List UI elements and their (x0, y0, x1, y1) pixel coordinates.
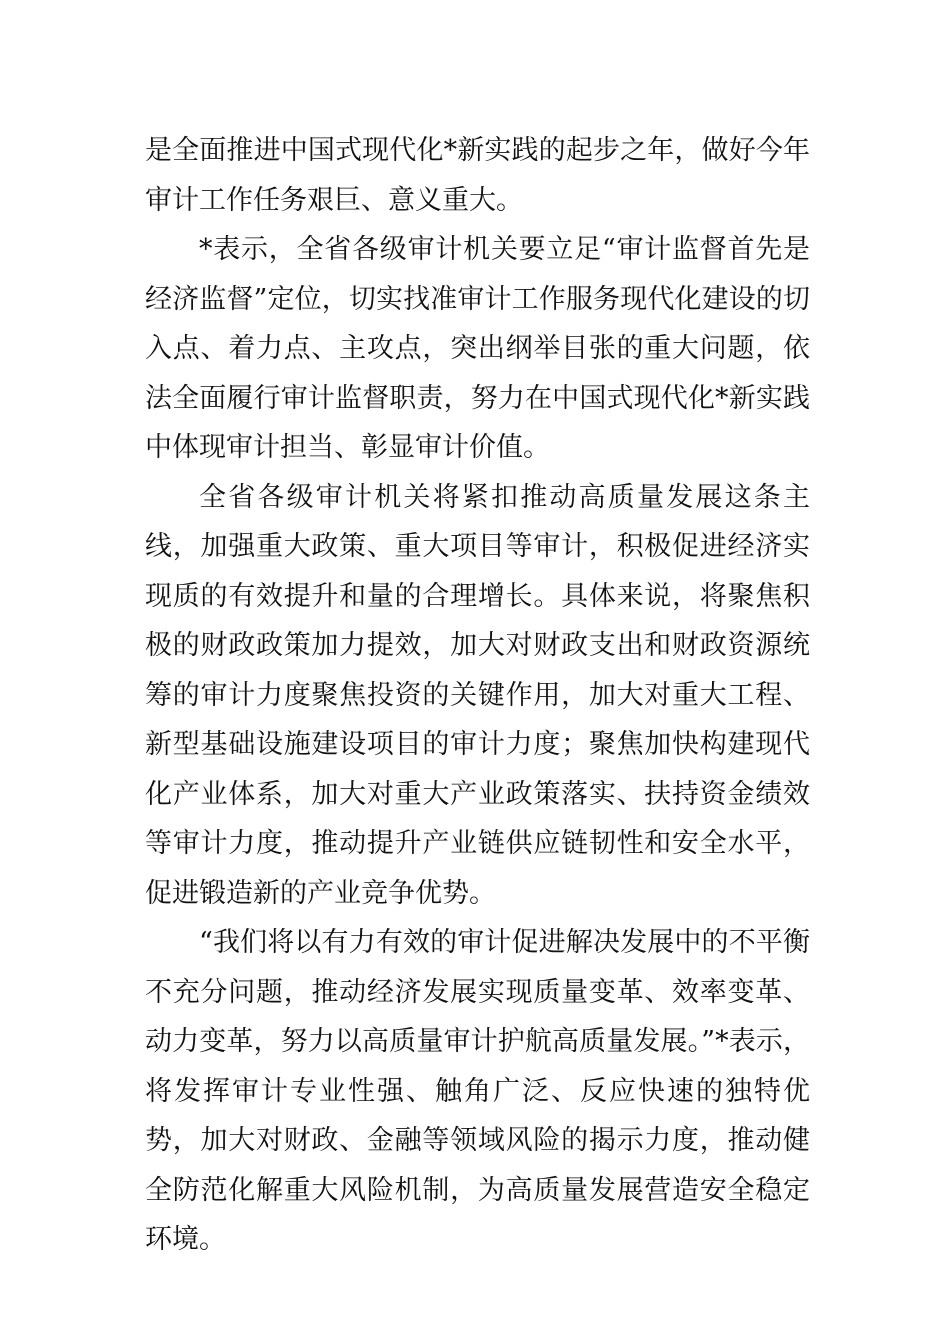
paragraph-3: 全省各级审计机关将紧扣推动高质量发展这条主线，加强重大政策、重大项目等审计，积极促进经济实现质的有效提升和量的合理增长。具体来说，将聚焦积极的财政政策加力提效，加大对财政支出和财政资源统筹的审计力度聚焦投资的关键作用，加大对重大工程、新型基础设施建设项目的审计力度；聚焦加快构建现代化产业体系，加大对重大产业政策落实、扶持资金绩效等审计力度，推动提升产业链供应链韧性和安全水平，促进锻造新的产业竞争优势。 (145, 481, 810, 909)
paragraph-1: 是全面推进中国式现代化*新实践的起步之年，做好今年审计工作任务艰巨、意义重大。 (145, 135, 810, 216)
paragraph-2: *表示，全省各级审计机关要立足“审计监督首先是经济监督”定位，切实找准审计工作服务现代化建设的切入点、着力点、主攻点，突出纲举目张的重大问题，依法全面履行审计监督职责，努力在中国式现代化*新实践中体现审计担当、彰显审计价值。 (145, 234, 810, 463)
paragraph-4: “我们将以有力有效的审计促进解决发展中的不平衡不充分问题，推动经济发展实现质量变革、效率变革、动力变革，努力以高质量审计护航高质量发展。”*表示，将发挥审计专业性强、触角广泛、反应快速的独特优势，加大对财政、金融等领域风险的揭示力度，推动健全防范化解重大风险机制，为高质量发展营造安全稳定环境。 (145, 927, 810, 1255)
document-body (145, 126, 810, 1265)
